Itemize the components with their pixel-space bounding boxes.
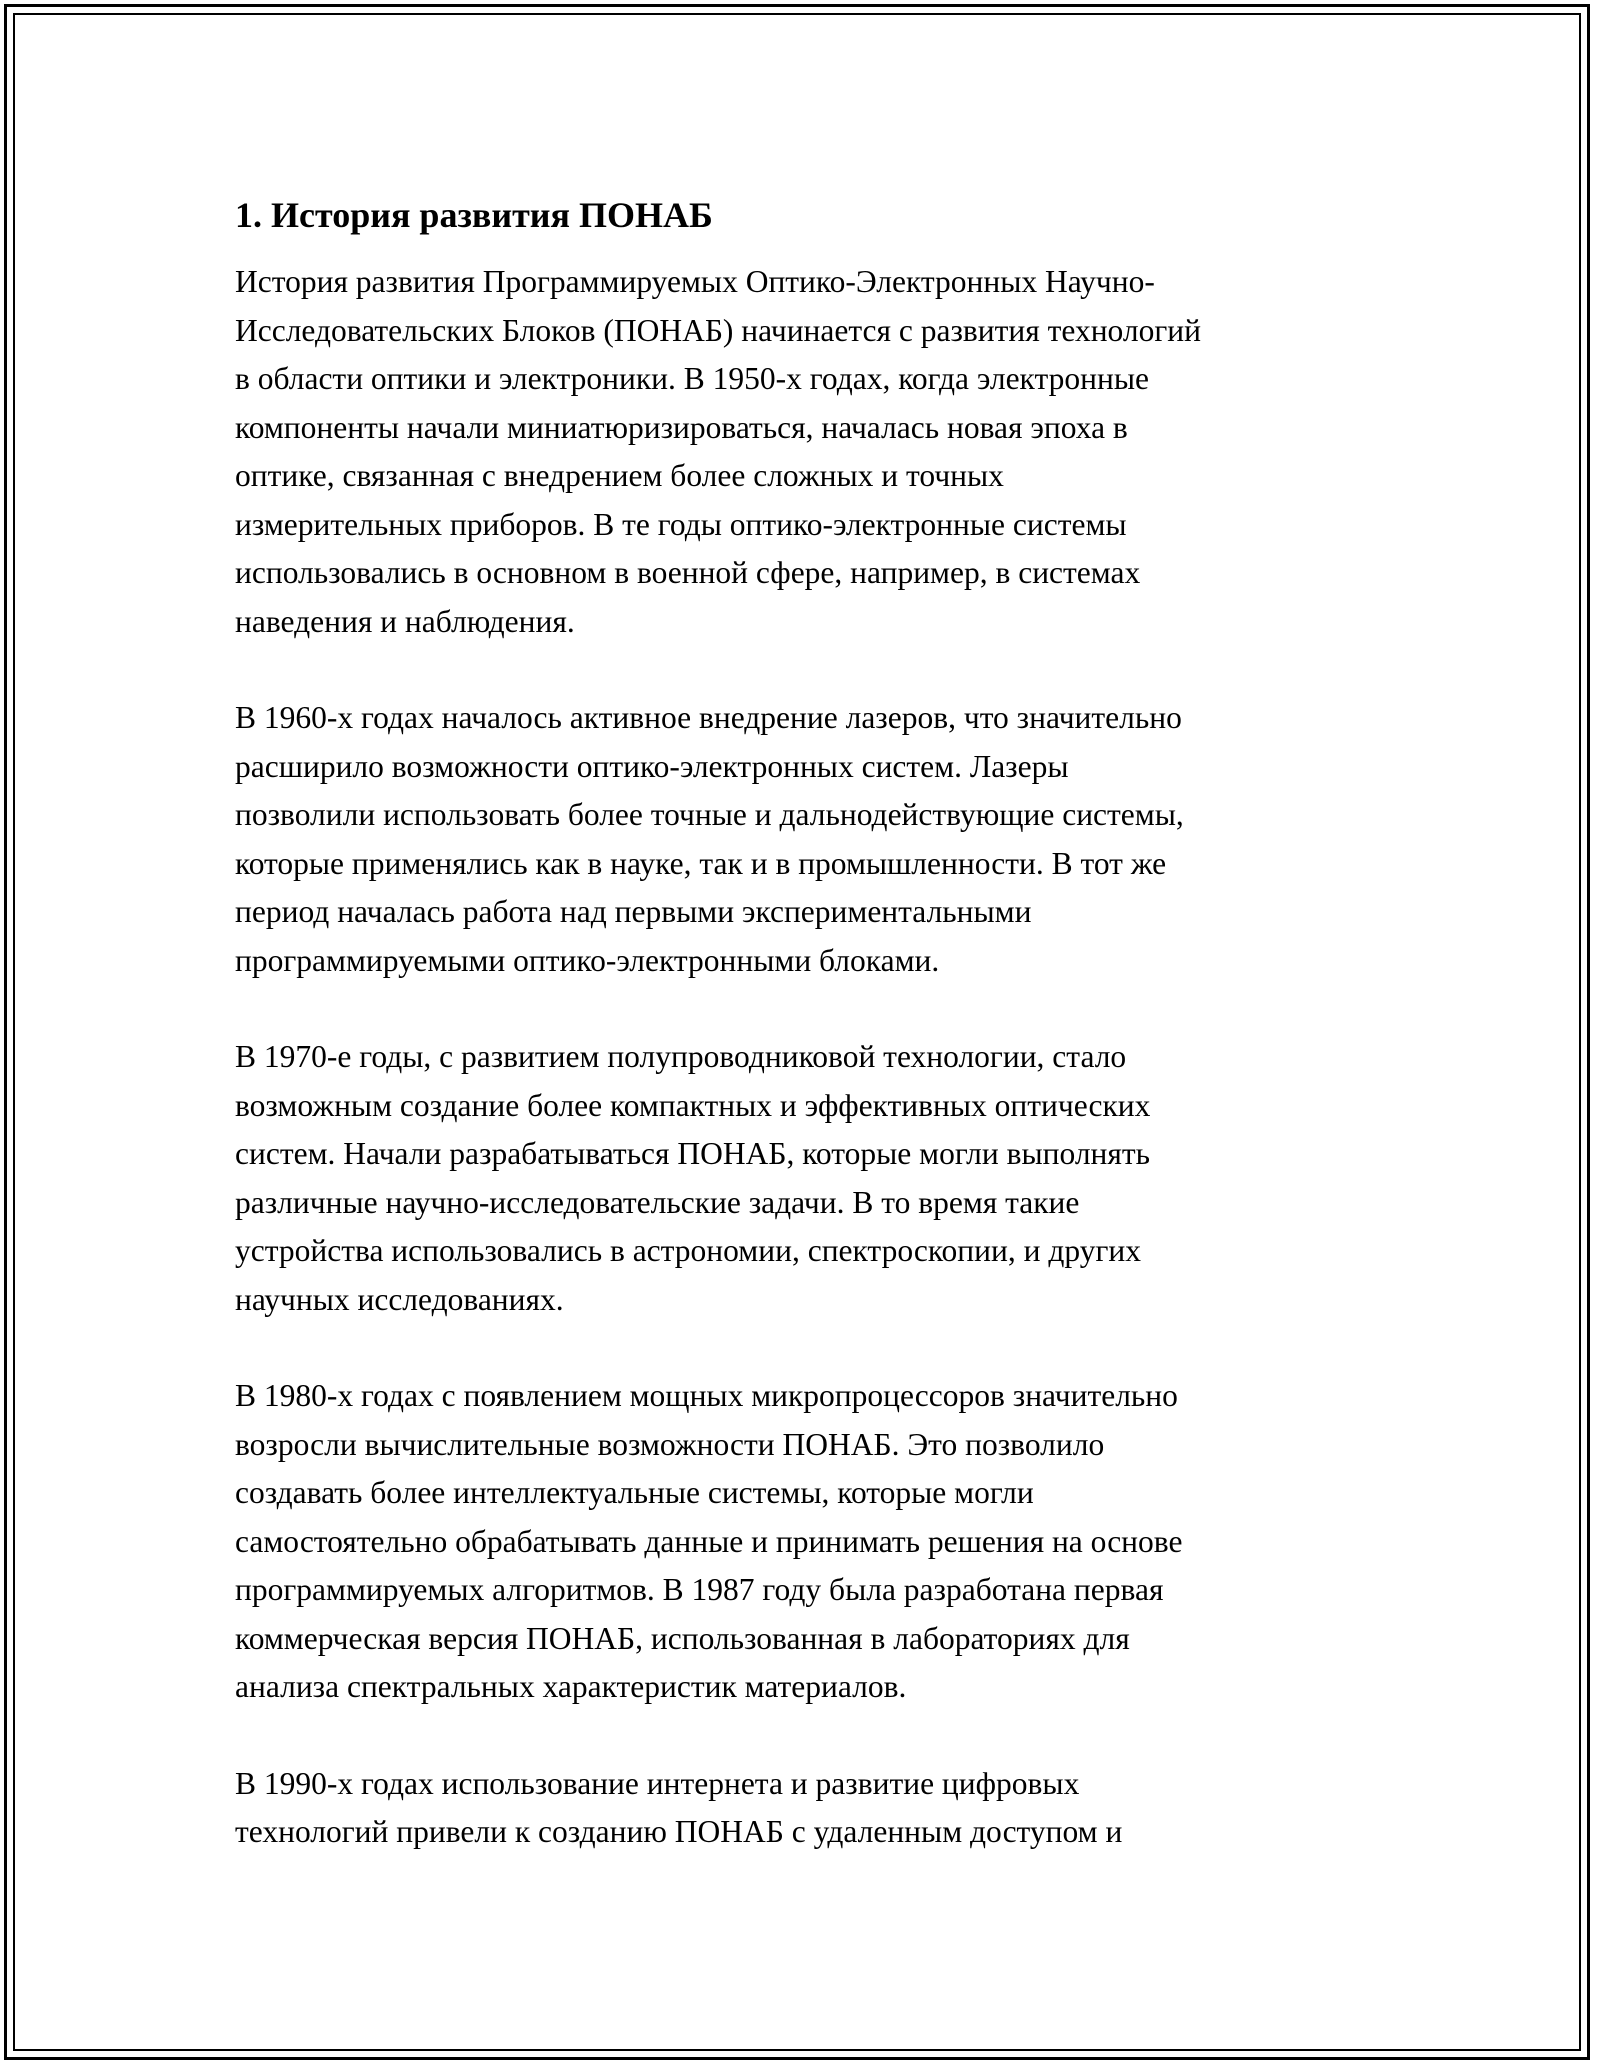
paragraph-line: период началась работа над первыми экспериментальными [235,894,1032,929]
paragraph-line: История развития Программируемых Оптико-Электронных Научно- [235,264,1155,299]
paragraph-line: технологий привели к созданию ПОНАБ с удаленным доступом и [235,1814,1123,1849]
paragraph-line: Исследовательских Блоков (ПОНАБ) начинается с развития технологий [235,312,1201,348]
section-heading: 1. История развития ПОНАБ [235,195,713,235]
paragraph-line: самостоятельно обрабатывать данные и принимать решения на основе [235,1523,1183,1559]
paragraph-line: различные научно-исследовательские задачи. В то время такие [235,1184,1080,1220]
paragraph-line: В 1960-х годах началось активное внедрение лазеров, что значительно [235,700,1182,735]
paragraph-line: возможным создание более компактных и эффективных оптических [235,1087,1151,1123]
paragraph-1990s [235,1760,1385,1857]
paragraph-line: В 1990-х годах использование интернета и развитие цифровых [235,1765,1080,1801]
paragraph-line: измерительных приборов. В те годы оптико-электронные системы [235,506,1127,542]
paragraph-line: В 1980-х годах с появлением мощных микропроцессоров значительно [235,1378,1178,1413]
paragraph-line: коммерческая версия ПОНАБ, использованная в лабораториях для [235,1620,1130,1656]
paragraph-line: программируемыми оптико-электронными блоками. [235,942,940,978]
paragraph-line: которые применялись как в науке, так и в промышленности. В тот же [235,845,1167,881]
paragraph-line: наведения и наблюдения. [235,603,575,639]
paragraph-line: программируемых алгоритмов. В 1987 году была разработана первая [235,1572,1164,1607]
paragraph-line: научных исследованиях. [235,1281,564,1317]
paragraph-line: в области оптики и электроники. В 1950-х годах, когда электронные [235,361,1149,396]
paragraph-line: систем. Начали разрабатываться ПОНАБ, которые могли выполнять [235,1136,1151,1171]
paragraph-line: создавать более интеллектуальные системы, которые могли [235,1475,1034,1510]
paragraph-1980s [235,1372,1385,1712]
paragraph-line: устройства использовались в астрономии, спектроскопии, и других [235,1233,1141,1268]
paragraph-1950s [235,258,1385,646]
paragraph-line: возросли вычислительные возможности ПОНАБ. Это позволило [235,1426,1105,1462]
paragraph-line: оптике, связанная с внедрением более сложных и точных [235,458,1004,493]
paragraph-line: анализа спектральных характеристик материалов. [235,1669,907,1704]
paragraph-1960s [235,694,1385,985]
document-body [235,180,1385,1905]
paragraph-line: позволили использовать более точные и дальнодействующие системы, [235,797,1184,832]
paragraph-line: использовались в основном в военной сфере, например, в системах [235,555,1141,590]
paragraph-line: расширило возможности оптико-электронных систем. Лазеры [235,748,1069,784]
paragraph-line: В 1970-е годы, с развитием полупроводниковой технологии, стало [235,1039,1127,1074]
heading-spacer [235,250,1385,258]
paragraph-line: компоненты начали миниатюризироваться, началась новая эпоха в [235,409,1128,445]
paragraph-1970s [235,1033,1385,1324]
